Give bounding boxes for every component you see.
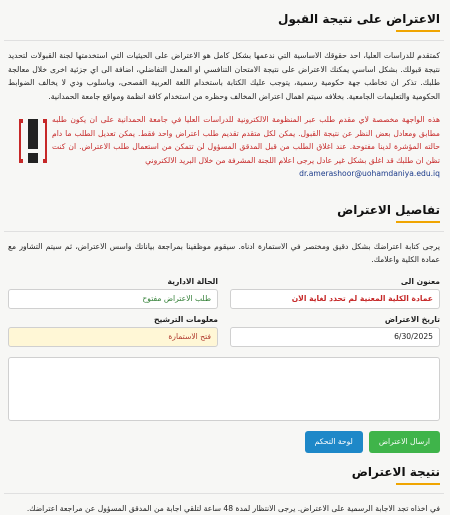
send-objection-button[interactable]: ارسال الاعتراض	[369, 431, 440, 453]
notice-text-wrapper	[52, 113, 440, 181]
divider	[4, 231, 444, 232]
result-intro: في اخذاه تجد الاجابة الرسمية على الاعتراض. يرجى الانتظار لمدة 48 ساعة لتلقي اجابة من المدقق المسؤول عن مراجعة اعتراضك.	[4, 502, 444, 515]
acceptance-intro: كمتقدم للدراسات العليا، احد حقوقك الاساسية التي ندعمها بشكل كامل هو الاعتراض على الحيثيات التي استخدمتها لجنة القبولات لتحديد نتيجة قبولك. بشكل اساسي يمكنك الاعتراض على نتيجة الامتحان التنافسي او المعدل التفاضلي، اضافة الى اي جزئية اخرى خلال معالجة طلبك. تذكر ان تخاطب جهة حكومية رسمية، يتوجب عليك الكتابة باستخدام اللغة العربية الفصحى، وباسلوب ودي لا يخالف الضوابط الحكومية والتعليمات الجامعية. بخلافه سيتم اهمال اعتراض المخالف وحظره من استخدام كافة انظمة ومواقع جامعة الحمدانية.	[4, 49, 444, 103]
date-field-group	[230, 315, 440, 347]
form-buttons	[4, 421, 444, 453]
contact-email-link[interactable]: dr.amerashoor@uohamdaniya.edu.iq	[52, 167, 440, 181]
details-intro: يرجى كتابة اعتراضك بشكل دقيق ومختصر في الاستمارة ادناه. سيقوم موظفينا بمراجعة بياناتك واسس الاعتراض، ثم سيتم التشاور مع عمادة الكلية واعلامك.	[4, 240, 444, 267]
result-title: نتيجة الاعتراض	[4, 453, 444, 485]
status-field-group	[8, 277, 218, 309]
status-label: الحالة الادارية	[8, 277, 218, 286]
form-row-1	[4, 277, 444, 309]
divider	[4, 40, 444, 41]
exclamation-bracket-icon	[18, 117, 48, 165]
notice-block	[4, 113, 444, 181]
acceptance-title: الاعتراض على نتيجة القبول	[4, 0, 444, 32]
date-input[interactable]: 6/30/2025	[230, 327, 440, 347]
form-row-2	[4, 315, 444, 347]
subject-input[interactable]: عمادة الكلية المعنية لم تحدد لغاية الان	[230, 289, 440, 309]
dashboard-button[interactable]: لوحة التحكم	[305, 431, 363, 453]
status-input[interactable]: طلب الاعتراض مفتوح	[8, 289, 218, 309]
details-title: تفاصيل الاعتراض	[4, 191, 444, 223]
subject-label: معنون الى	[230, 277, 440, 286]
divider	[4, 493, 444, 494]
objection-textarea[interactable]	[8, 357, 440, 421]
nomination-input[interactable]: فتح الاستمارة	[8, 327, 218, 347]
nomination-field-group	[8, 315, 218, 347]
date-label: تاريخ الاعتراض	[230, 315, 440, 324]
subject-field-group	[230, 277, 440, 309]
nomination-label: معلومات الترشيح	[8, 315, 218, 324]
notice-text: هذه الواجهة مخصصة لاي مقدم طلب عبر المنظومة الالكترونية للدراسات العليا في جامعة الحمدانية على ان يكون طلبه مطابق ومعادل بعض النظر عن نتيجة القبول. يمكن لكل متقدم تقديم طلب اعتراض واحد فقط. يمكن تعديل الطلب ما دام حالته المؤشرة لدينا مفتوحة. عند اغلاق الطلب من قبل المدقق المسؤول لن تتمكن من استعمال طلب الاعتراض. ان كنت تظن ان طلبك قد اغلق بشكل غير عادل يرجى اعلام اللجنة المشرفة من خلال البريد الالكتروني	[52, 115, 440, 165]
